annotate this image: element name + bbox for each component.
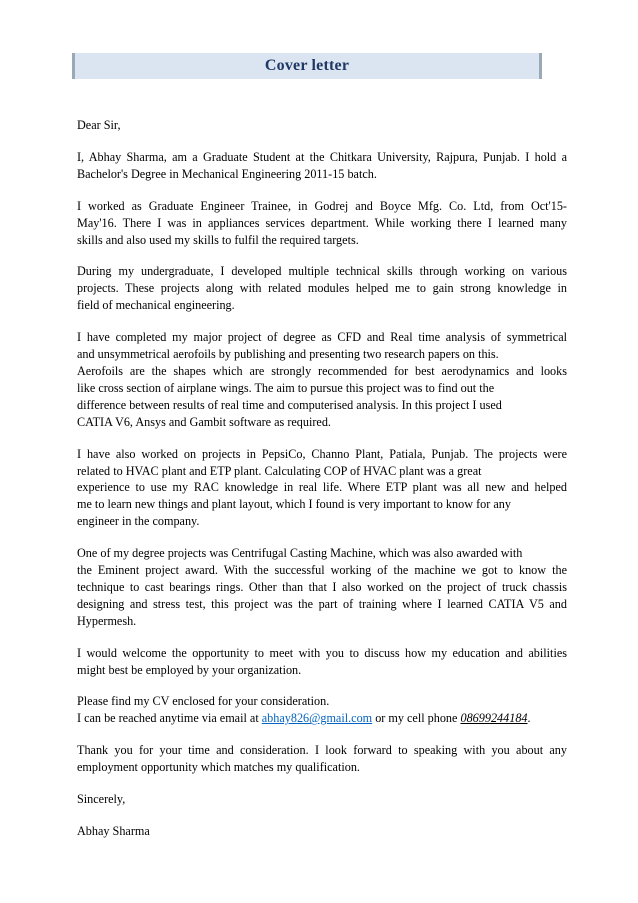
work-paragraph xyxy=(77,198,567,249)
text-line: experience to use my RAC knowledge in real life. Where ETP plant was all new and helped xyxy=(77,480,567,495)
salutation-paragraph xyxy=(77,117,567,134)
text-line: like cross section of airplane wings. The aim to pursue this project was to find out the xyxy=(77,380,495,395)
contact-paragraph xyxy=(77,693,567,727)
text-line: engineer in the company. xyxy=(77,514,200,529)
text-line: and unsymmetrical aerofoils by publishing and presenting two research papers on this. xyxy=(77,347,499,362)
title-banner xyxy=(72,53,542,79)
letter-body xyxy=(77,117,567,840)
text-line: projects. These projects along with related modules helped me to gain strong knowledge in xyxy=(77,281,567,296)
email-link[interactable]: abhay826@gmail.com xyxy=(261,711,373,726)
page-title: Cover letter xyxy=(264,57,350,74)
text-line: I have also worked on projects in PepsiCo, Channo Plant, Patiala, Punjab. The projects were xyxy=(77,446,567,461)
closing: Sincerely, xyxy=(77,792,126,807)
phone-number: 08699244184 xyxy=(460,711,528,726)
text-line: Hypermesh. xyxy=(77,613,137,628)
casting-paragraph xyxy=(77,545,567,630)
signature: Abhay Sharma xyxy=(77,824,150,838)
intro-paragraph xyxy=(77,149,567,183)
text-line: employment opportunity which matches my qualification. xyxy=(77,760,360,775)
text-line: difference between results of real time and computerised analysis. In this project I used xyxy=(77,397,502,412)
text-line: field of mechanical engineering. xyxy=(77,298,235,313)
text-line: I worked as Graduate Engineer Trainee, in Godrej and Boyce Mfg. Co. Ltd, from Oct'15- xyxy=(77,198,567,213)
text-line: I, Abhay Sharma, am a Graduate Student at the Chitkara University, Rajpura, Punjab. I hold a xyxy=(77,149,567,164)
text-line: Bachelor's Degree in Mechanical Engineering 2011-15 batch. xyxy=(77,166,377,181)
undergrad-paragraph xyxy=(77,263,567,314)
text-line: might best be employed by your organization. xyxy=(77,662,302,677)
text-line: Aerofoils are the shapes which are strongly recommended for best aerodynamics and looks xyxy=(77,363,567,378)
text-line: skills and also used my skills to fulfil the required targets. xyxy=(77,232,359,247)
contact-suffix: . xyxy=(527,711,531,726)
text-line: During my undergraduate, I developed multiple technical skills through working on various xyxy=(77,264,567,279)
text-line: CATIA V6, Ansys and Gambit software as required. xyxy=(77,414,331,429)
pepsico-paragraph xyxy=(77,446,567,531)
signature-paragraph xyxy=(77,823,567,840)
text-line: I would welcome the opportunity to meet with you to discuss how my education and abilities xyxy=(77,645,567,660)
major-project-paragraph xyxy=(77,329,567,430)
contact-prefix: I can be reached anytime via email at xyxy=(77,711,262,726)
cv-line: Please find my CV enclosed for your consideration. xyxy=(77,694,330,709)
text-line: related to HVAC plant and ETP plant. Calculating COP of HVAC plant was a great xyxy=(77,463,482,478)
text-line: me to learn new things and plant layout, which I found is very important to know for any xyxy=(77,497,511,512)
text-line: I have completed my major project of degree as CFD and Real time analysis of symmetrical xyxy=(77,330,567,345)
closing-paragraph xyxy=(77,791,567,808)
contact-middle: or my cell phone xyxy=(372,711,461,726)
text-line: May'16. There I was in appliances services department. While working there I learned many xyxy=(77,215,567,230)
text-line: One of my degree projects was Centrifugal Casting Machine, which was also awarded with xyxy=(77,546,523,561)
thanks-paragraph xyxy=(77,742,567,776)
text-line: the Eminent project award. With the successful working of the machine we got to know the xyxy=(77,563,567,578)
text-line: Thank you for your time and consideration. I look forward to speaking with you about any xyxy=(77,743,567,758)
text-line: technique to cast bearings rings. Other than that I also worked on the project of truck chassis xyxy=(77,579,567,594)
salutation: Dear Sir, xyxy=(77,118,121,132)
text-line: designing and stress test, this project was the part of training where I learned CATIA V5 and xyxy=(77,596,567,611)
welcome-paragraph xyxy=(77,645,567,679)
contact-line xyxy=(77,710,567,727)
